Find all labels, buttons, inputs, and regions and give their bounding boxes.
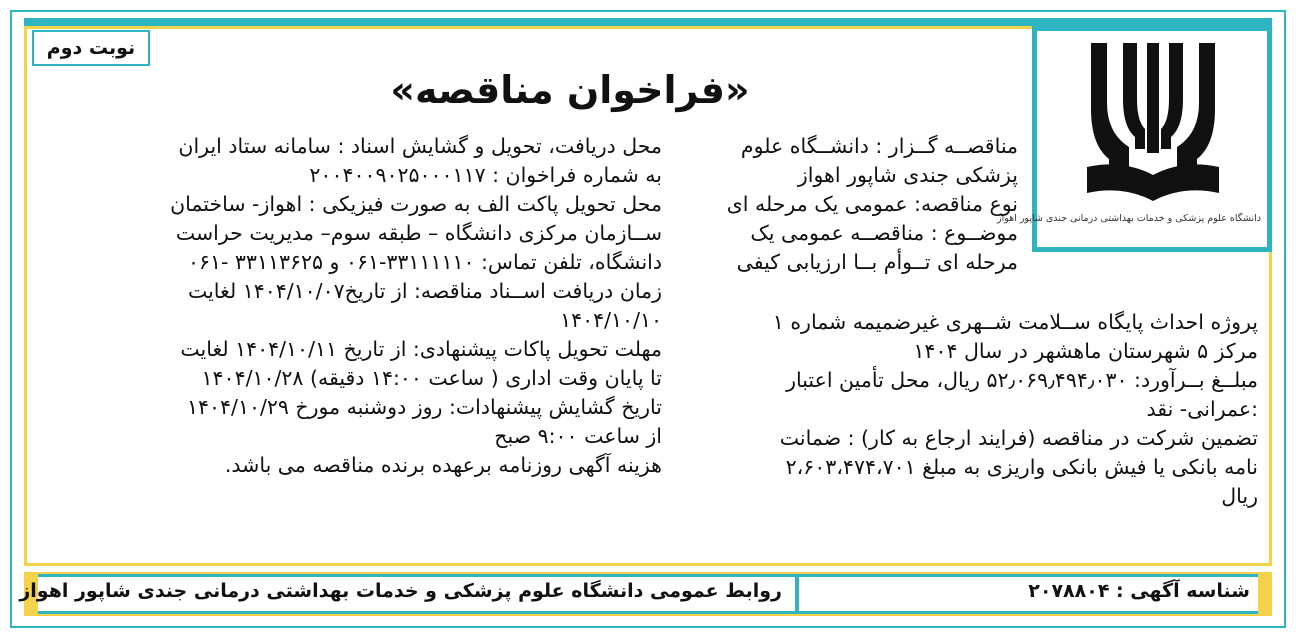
text-line: نامه بانکی یا فیش بانکی واریزی به مبلغ ۲،۶۰۳،۴۷۴،۷۰۱ xyxy=(785,455,1258,479)
text-line: مرکز ۵ شهرستان ماهشهر در سال ۱۴۰۴ xyxy=(913,339,1258,363)
text-line: زمان دریافت اســناد مناقصه: از تاریخ۱۴۰۴/۱۰/۰۷ لغایت xyxy=(187,279,662,303)
footer-organization: روابط عمومی دانشگاه علوم پزشکی و خدمات بهداشتی درمانی جندی شاپور اهواز xyxy=(19,580,782,602)
text-line: تا پایان وقت اداری ( ساعت ۱۴:۰۰ دقیقه) ۱۴۰۴/۱۰/۲۸ xyxy=(201,366,662,390)
turn-badge: نوبت دوم xyxy=(32,30,150,66)
text-line: به شماره فراخوان : ۲۰۰۴۰۰۹۰۲۵۰۰۰۱۱۷ xyxy=(309,163,662,187)
tender-info-right-bottom xyxy=(666,308,1258,511)
text-line: محل تحویل پاکت الف به صورت فیزیکی : اهواز- ساختمان xyxy=(170,192,662,216)
university-logo xyxy=(997,26,1272,252)
university-emblem-icon xyxy=(1073,35,1233,213)
text-line: تاریخ گشایش پیشنهادات: روز دوشنبه مورخ ۱۴۰۴/۱۰/۲۹ xyxy=(187,395,662,419)
text-line: موضــوع : مناقصــه عمومی یک xyxy=(750,221,1018,245)
page-title: «فراخوان مناقصه» xyxy=(390,68,750,112)
text-line: ســازمان مرکزی دانشگاه – طبقه سوم– مدیریت حراست xyxy=(175,221,662,245)
logo-caption: دانشگاه علوم پزشکی و خدمات بهداشتی درمانی جندی شاپور اهواز xyxy=(997,213,1261,224)
text-line: پروژه احداث پایگاه ســلامت شــهری غیرضمیمه شماره ۱ xyxy=(772,310,1258,334)
footer-divider xyxy=(795,577,799,611)
text-line: مرحله ای تــوأم بــا ارزیابی کیفی xyxy=(736,250,1018,274)
text-line: محل دریافت، تحویل و گشایش اسناد : سامانه ستاد ایران xyxy=(178,134,662,158)
tender-info-left xyxy=(40,132,662,480)
text-line: :عمرانی- نقد xyxy=(1146,397,1258,421)
text-line: از ساعت ۹:۰۰ صبح xyxy=(494,424,662,448)
text-line: پزشکی جندی شاپور اهواز xyxy=(797,163,1018,187)
text-line: ریال xyxy=(1221,484,1258,508)
text-line: مهلت تحویل پاکات پیشنهادی: از تاریخ ۱۴۰۴/۱۰/۱۱ لغایت xyxy=(180,337,662,361)
footer-ad-id: شناسه آگهی : ۲۰۷۸۸۰۴ xyxy=(1028,580,1250,602)
tender-info-right-top xyxy=(666,132,1018,277)
text-line: نوع مناقصه: عمومی یک مرحله ای xyxy=(726,192,1018,216)
top-accent-bar xyxy=(24,18,1272,26)
text-line: تضمین شرکت در مناقصه (فرایند ارجاع به کار) : ضمانت xyxy=(779,426,1258,450)
text-line: هزینه آگهی روزنامه برعهده برنده مناقصه می باشد. xyxy=(224,453,662,477)
text-line: مبلــغ بــرآورد: ۵۲٫۰۶۹٫۴۹۴٫۰۳۰ ریال، محل تأمین اعتبار xyxy=(786,368,1258,392)
text-line: ۱۴۰۴/۱۰/۱۰ xyxy=(560,308,662,332)
text-line: مناقصــه گــزار : دانشــگاه علوم xyxy=(740,134,1018,158)
text-line: دانشگاه، تلفن تماس: ۳۳۱۱۱۱۱۰-۰۶۱ و ۳۳۱۱۳۶۲۵ -۰۶۱ xyxy=(187,250,662,274)
